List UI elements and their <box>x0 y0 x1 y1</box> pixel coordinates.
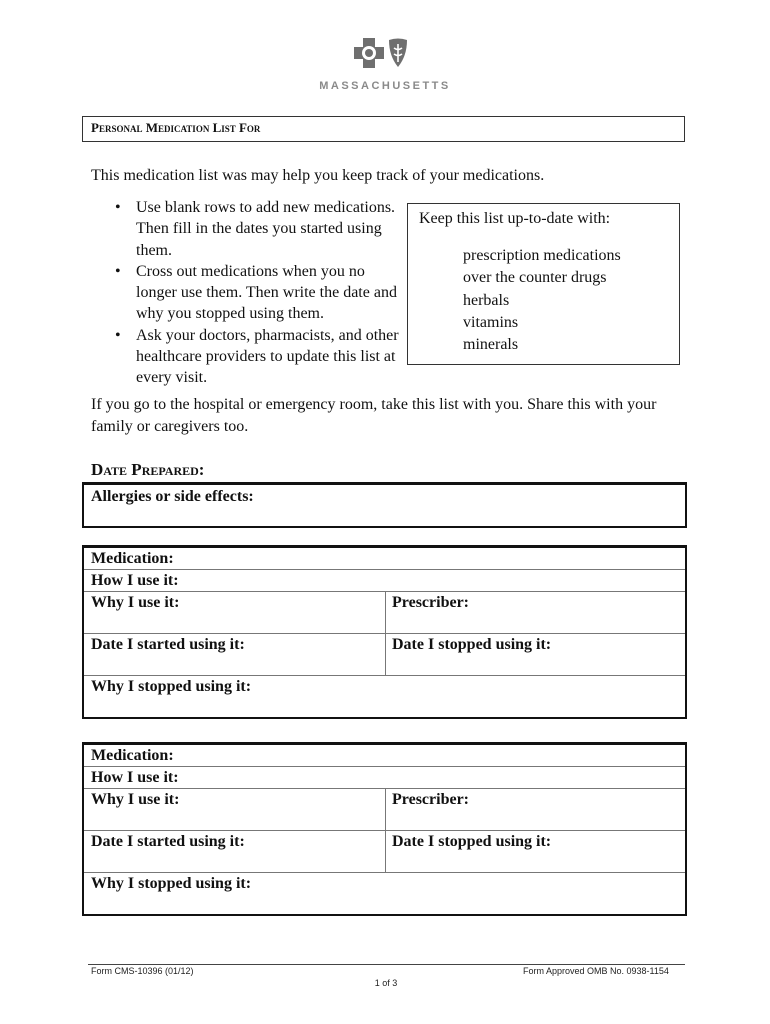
why-stopped-label: Why I stopped using it: <box>91 875 252 892</box>
how-used-label: How I use it: <box>91 572 179 589</box>
why-used-label[interactable]: Why I use it: <box>91 791 180 808</box>
logo-text: MASSACHUSETTS <box>319 80 451 92</box>
how-used-field[interactable] <box>84 767 685 789</box>
prescriber-label[interactable]: Prescriber: <box>392 791 469 808</box>
allergies-field[interactable] <box>82 482 687 528</box>
footer-divider <box>88 964 685 965</box>
why-prescriber-row <box>84 789 685 831</box>
list-item: prescription medications <box>463 247 621 264</box>
date-stopped-label[interactable]: Date I stopped using it: <box>392 833 552 850</box>
bullet-icon: • <box>115 199 121 216</box>
why-used-label[interactable]: Why I use it: <box>91 594 180 611</box>
instruction-list <box>115 197 405 389</box>
prescriber-label[interactable]: Prescriber: <box>392 594 469 611</box>
date-prepared-label[interactable]: Date Prepared: <box>91 460 205 479</box>
why-stopped-label: Why I stopped using it: <box>91 678 252 695</box>
bullet-icon: • <box>115 326 121 344</box>
list-item: • Use blank rows to add new medications. Then fill in the dates you started using them. <box>115 199 396 259</box>
list-item: over the counter drugs <box>463 269 607 287</box>
date-started-label[interactable]: Date I started using it: <box>91 636 245 653</box>
date-stopped-label[interactable]: Date I stopped using it: <box>392 636 552 653</box>
keep-box-list <box>463 245 621 356</box>
dates-row <box>84 634 685 676</box>
bullet-icon: • <box>115 262 121 280</box>
medication-field[interactable] <box>84 745 685 767</box>
how-used-label: How I use it: <box>91 769 179 786</box>
list-item: minerals <box>463 336 519 354</box>
allergies-label: Allergies or side effects: <box>91 488 254 505</box>
medication-label: Medication: <box>91 550 174 567</box>
form-id: Form CMS-10396 (01/12) <box>91 966 194 976</box>
omb-number: Form Approved OMB No. 0938-1154 <box>523 966 669 976</box>
date-started-label[interactable]: Date I started using it: <box>91 833 245 850</box>
medication-block <box>82 545 687 719</box>
list-item: • Cross out medications when you no longer use them. Then write the date and why you stopped using them. <box>115 262 397 323</box>
why-stopped-field[interactable] <box>84 873 685 914</box>
medication-label: Medication: <box>91 747 174 764</box>
intro-text: This medication list was may help you keep track of your medications. <box>91 167 545 184</box>
list-item: vitamins <box>463 313 519 331</box>
dates-row <box>84 831 685 873</box>
why-stopped-field[interactable] <box>84 676 685 717</box>
bcbs-logo <box>350 36 420 80</box>
keep-box-title: Keep this list up-to-date with: <box>419 210 611 227</box>
cross-shield-icon <box>350 36 420 80</box>
why-prescriber-row <box>84 592 685 634</box>
how-used-field[interactable] <box>84 570 685 592</box>
keep-up-to-date-box <box>407 203 680 365</box>
list-item: herbals <box>463 291 510 309</box>
hospital-note: If you go to the hospital or emergency room, take this list with you. Share this with your family or caregivers too. <box>91 396 657 435</box>
list-item: • Ask your doctors, pharmacists, and other healthcare providers to update this list at every visit. <box>115 326 399 387</box>
page-title: Personal Medication List For <box>82 116 685 142</box>
medication-field[interactable] <box>84 548 685 570</box>
page-number: 1 of 3 <box>374 978 398 988</box>
medication-block <box>82 742 687 916</box>
